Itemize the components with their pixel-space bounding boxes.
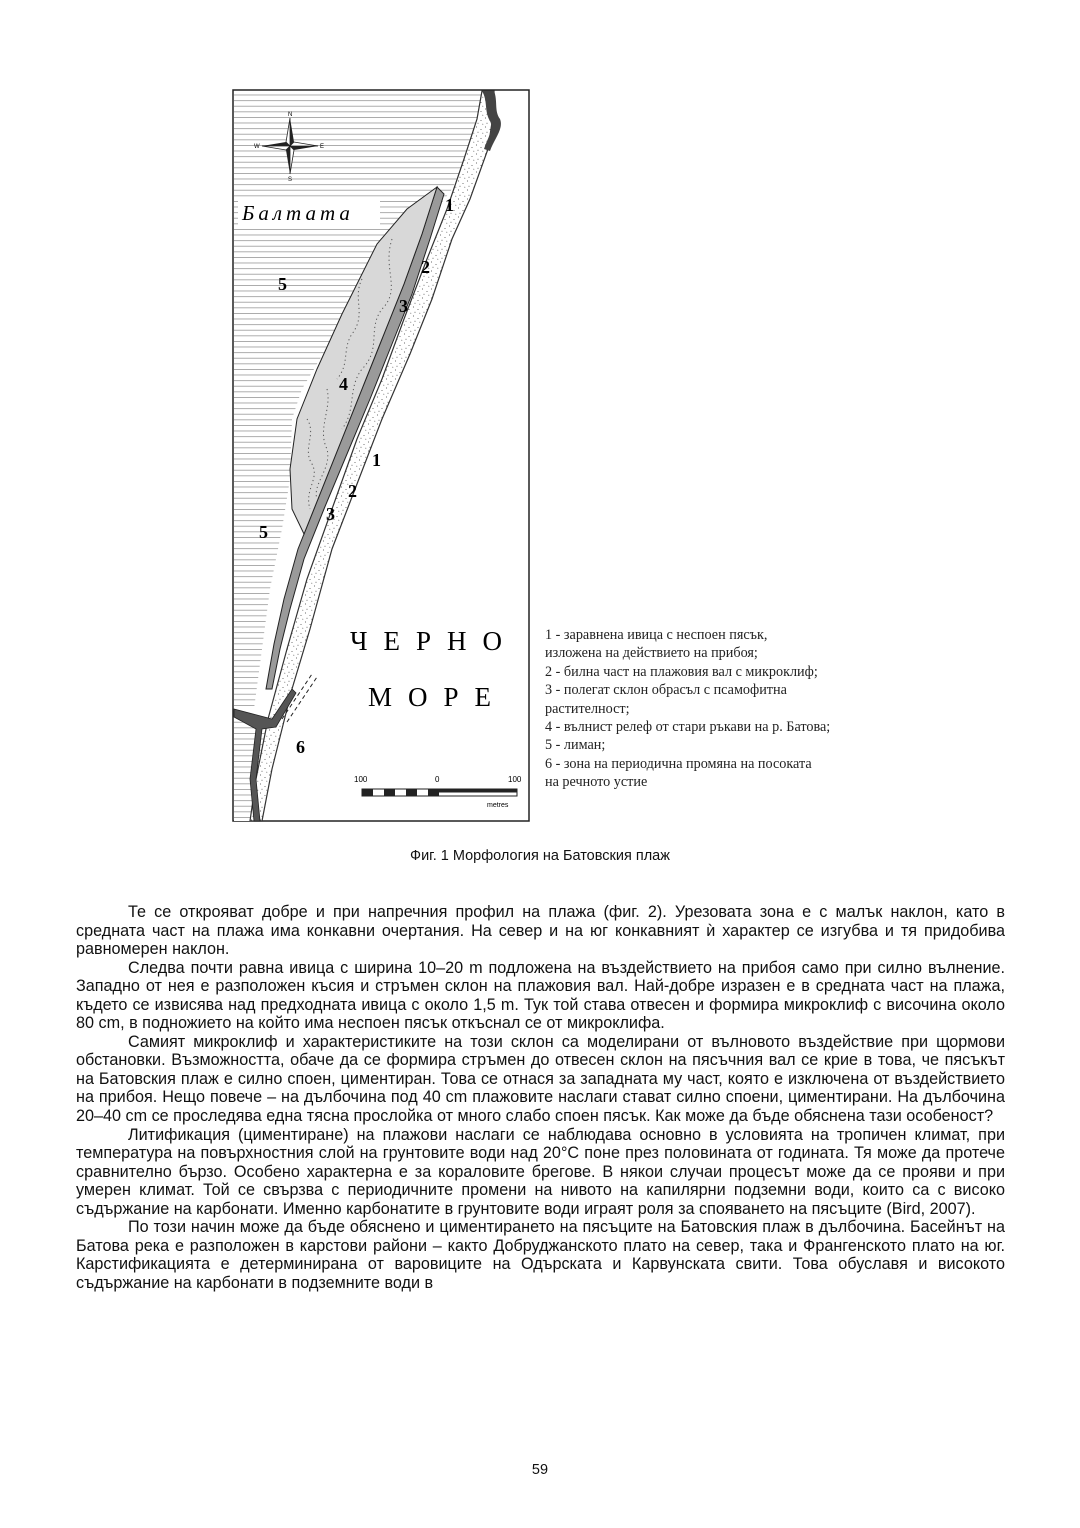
map-legend (545, 626, 925, 792)
baltata-label: Балтата (242, 201, 354, 225)
zone-2-label: 2 (421, 257, 430, 277)
figure-caption: Фиг. 1 Морфология на Батовския плаж (410, 848, 670, 864)
zone-4-label: 4 (339, 374, 348, 394)
compass-e: E (320, 144, 325, 150)
legend-line: 6 - зона на периодична промяна на посоката (545, 755, 812, 772)
zone-1-label: 1 (372, 450, 381, 470)
legend-line: 1 - заравнена ивица с неспоен пясък, (545, 627, 768, 643)
body-text (76, 903, 1005, 1292)
zone-3-label: 3 (399, 296, 408, 316)
zone-2-label: 2 (348, 481, 357, 501)
scale-left: 100 (354, 775, 368, 784)
cherno-label: ЧЕРНО (350, 626, 519, 656)
legend-line: 3 - полегат склон обрасъл с псамофитна (545, 682, 787, 699)
zone-5-label: 5 (278, 274, 287, 294)
scale-mid: 0 (435, 775, 440, 784)
zone-1-label: 1 (445, 195, 454, 215)
compass-n: N (288, 112, 293, 118)
compass-w: W (254, 144, 260, 150)
paragraph: Литификация (циментиране) на плажови наслаги се наблюдава основно в условията на тропичен климат, при температура на повърхностния слой на грунтовите води над 20°С поне през половината от годината. Тя може да протече сравнително бързо. Особено характерна е за кораловите брегове. В някои случаи процесът може да се прояви и при умерен климат. Той се свързва с периодичните промени на нивото на капилярни подземни води, които са с високо съдържание на карбонати. Именно карбонатите в грунтовите води играят роля за спояването на пясъците (Bird, 2007). (76, 1125, 1005, 1218)
legend-line: растителност; (545, 700, 630, 717)
legend-line: изложена на действието на прибоя; (545, 645, 758, 662)
zone-5-label: 5 (259, 522, 268, 542)
legend-line: 5 - лиман; (545, 737, 606, 754)
paragraph: По този начин може да бъде обяснено и циментирането на пясъците на Батовския плаж в дълбочина. Басейнът на Батова река е разположен в карстови райони – както Добруджанското плато на север, така и Франгенското плато на юг. Карстификацията е детерминирана от варовиците на Одърската и Карвунската свити. Това обуславя и високото съдържание на карбонати в подземните води в (76, 1218, 1005, 1292)
page-number: 59 (531, 1462, 549, 1478)
paragraph: Следва почти равна ивица с ширина 10–20 m подложена на въздействието на прибоя само при силно вълнение. Западно от нея е разположен късия и стръмен склон на плажовия вал. Най-добре изразен е в средната част на плажа, където се извисява над предходната ивица с около 1,5 m. Тук той става отвесен и формира микроклиф с височина около 80 cm, в подножието на който има неспоен пясък откъснал се от микроклифа. (76, 958, 1005, 1033)
scale-unit: metres (487, 802, 509, 809)
morphology-map-figure (232, 89, 530, 822)
more-label: МОРЕ (368, 682, 508, 712)
zone-6-label: 6 (296, 737, 305, 757)
compass-s: S (288, 177, 293, 183)
zone-3-label: 3 (326, 504, 335, 524)
paragraph: Те се открояват добре и при напречния профил на плажа (фиг. 2). Урезовата зона е с малък наклон, като в средната част на плажа има конкавни очертания. На север и на юг конкавният ѝ характер се изгубва и тя придобива равномерен наклон. (76, 903, 1005, 959)
legend-line: 4 - вълнист релеф от стари ръкави на р. Батова; (545, 719, 831, 736)
paragraph: Самият микроклиф и характеристиките на този склон са моделирани от вълновото въздействие при щормови обстановки. Възможността, обаче да се формира стръмен до отвесен склон на пясъчния вал се крие в това, че пясъкът на Батовския плаж е силно споен, циментиран. Това се отнася за западната му част, която е изключена от въздействието на прибоя. Нещо повече – на дълбочина под 40 cm плажовите наслаги стават силно споени, циментирани. На дълбочина 20–40 cm се проследява една тясна прослойка от много слабо споен пясък. Как може да бъде обяснена тази особеност? (76, 1032, 1005, 1126)
legend-line: на речното устие (545, 774, 648, 791)
legend-line: 2 - билна част на плажовия вал с микроклиф; (545, 663, 818, 680)
scale-bar (362, 789, 517, 796)
map-svg (232, 89, 530, 822)
scale-right: 100 (508, 775, 522, 784)
